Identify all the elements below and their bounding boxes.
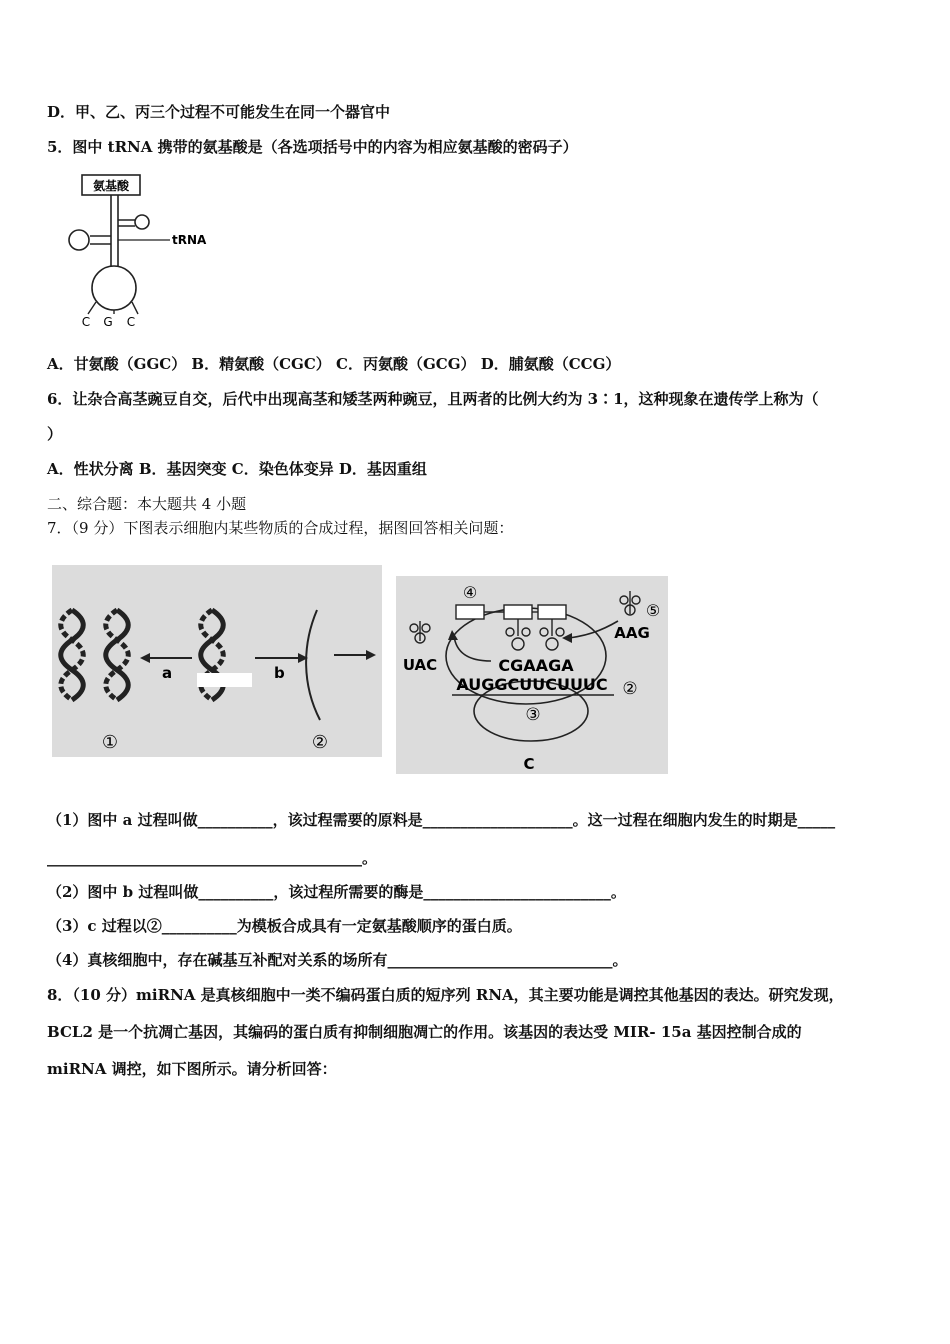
amino-acid-box-3	[538, 605, 566, 619]
anticodon-uac: UAC	[402, 656, 438, 674]
section-2-heading: 二、综合题：本大题共 4 小题	[47, 495, 247, 513]
anticodon-base-1: C	[81, 315, 91, 329]
q8-stem: 8．（10 分）miRNA 是真核细胞中一类不编码蛋白质的短序列 RNA，其主要功能是调控其他基因的表达。研究发现，	[47, 986, 844, 1004]
trna-bases: CGAAGA	[498, 656, 574, 675]
circle-2b-label: ②	[622, 679, 638, 699]
q7-part2: （2）图中 b 过程叫做__________，该过程所需要的酶是_________________________。	[47, 883, 626, 901]
circle-3-label: ③	[525, 705, 541, 725]
trna-left-loop	[69, 230, 89, 250]
trna-figure	[60, 170, 230, 330]
anticodon-loop	[92, 266, 136, 310]
circle-2-label: ②	[311, 732, 329, 753]
amino-acid-box-2	[504, 605, 532, 619]
anticodon-aag: AAG	[614, 624, 650, 642]
circle-1-label: ①	[101, 732, 119, 753]
q7-part3: （3）c 过程以②__________为模板合成具有一定氨基酸顺序的蛋白质。	[47, 917, 522, 935]
trna-right-loop	[135, 215, 149, 229]
label-c: C	[523, 755, 535, 773]
trna-label: tRNA	[172, 233, 207, 247]
q7-part4: （4）真核细胞中，存在碱基互补配对关系的场所有______________________________。	[47, 951, 628, 969]
q6-stem: 6．让杂合高茎豌豆自交，后代中出现高茎和矮茎两种豌豆，且两者的比例大约为 3∶1，这种现象在遗传学上称为（	[47, 390, 819, 408]
q5-stem: 5．图中 tRNA 携带的氨基酸是（各选项括号中的内容为相应氨基酸的密码子）	[47, 138, 578, 156]
process-figure-left	[52, 565, 382, 757]
q4-option-d: D．甲、乙、丙三个过程不可能发生在同一个器官中	[47, 103, 391, 121]
white-smudge	[197, 673, 252, 687]
q7-part1-cont: __________________________________________。	[47, 849, 378, 867]
q7-stem: 7．（9 分）下图表示细胞内某些物质的合成过程，据图回答相关问题：	[47, 519, 514, 537]
amino-acid-box-1	[456, 605, 484, 619]
q8-stem-3: miRNA 调控，如下图所示。请分析回答：	[47, 1060, 337, 1078]
q6-stem-cont: ）	[47, 425, 63, 443]
anticodon-base-3: C	[126, 315, 136, 329]
circle-5-label: ⑤	[645, 601, 661, 620]
q6-options: A．性状分离 B．基因突变 C．染色体变异 D．基因重组	[47, 460, 427, 478]
q5-options: A．甘氨酸（GGC） B．精氨酸（CGC） C．丙氨酸（GCG） D．脯氨酸（CCG）	[47, 355, 621, 373]
anticodon-base-2: G	[103, 315, 113, 329]
amino-acid-label: 氨基酸	[92, 179, 130, 193]
mrna-sequence: AUGGCUUCUUUC	[456, 675, 608, 694]
q8-stem-2: BCL2 是一个抗凋亡基因，其编码的蛋白质有抑制细胞凋亡的作用。该基因的表达受 MIR- 15a 基因控制合成的	[47, 1023, 802, 1041]
q7-part1: （1）图中 a 过程叫做__________，该过程需要的原料是____________________。这一过程在细胞内发生的时期是_____	[47, 811, 836, 829]
panel-bg-left	[52, 565, 382, 757]
circle-4-label: ④	[462, 583, 478, 602]
label-b: b	[274, 664, 285, 682]
label-a: a	[162, 664, 173, 682]
process-figure-right	[396, 576, 668, 774]
